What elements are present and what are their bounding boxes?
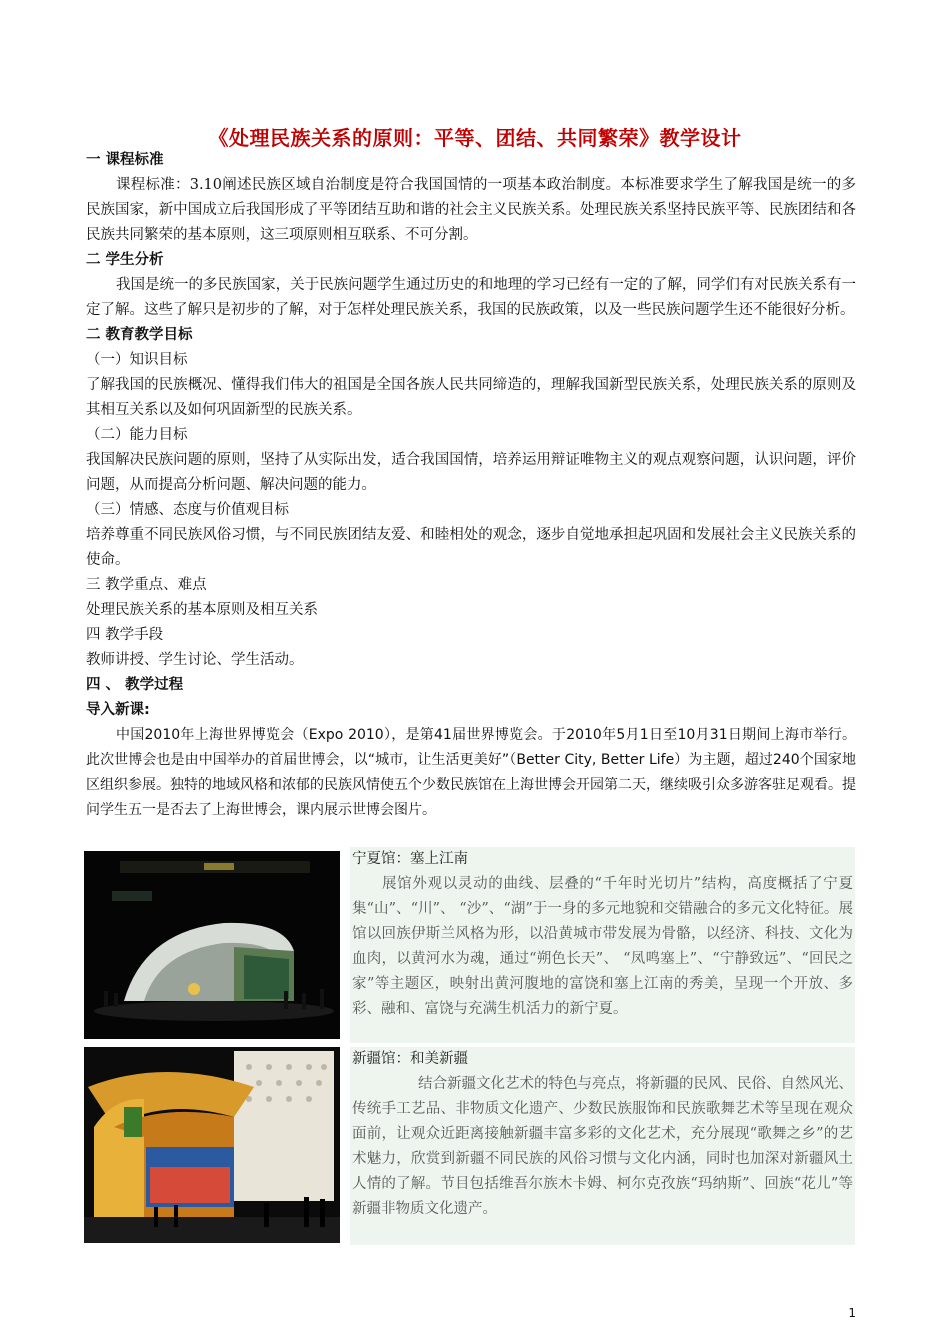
- ningxia-description: [350, 847, 855, 1043]
- keypoints-text: 处理民族关系的基本原则及相互关系: [86, 602, 318, 618]
- ningxia-pavilion-image: [84, 851, 340, 1039]
- ningxia-caption: 宁夏馆：塞上江南: [352, 851, 468, 867]
- ningxia-text: 展馆外观以灵动的曲线、层叠的“千年时光切片”结构，高度概括了宁夏集“山”、“川”、 “沙”、“湖”于一身的多元地貌和交错融合的多元文化特征。展馆以回族伊斯兰风格为形，以沿黄城市带发展为骨骼，以经济、科技、文化为血肉，以黄河水为魂，通过“朔色长天”、 “凤鸣塞上”、“宁静致远”、“回民之家”等主题区，映射出黄河腹地的富饶和塞上江南的秀美，呈现一个开放、多彩、融和、富饶与充满生机活力的新宁夏。: [352, 876, 853, 1017]
- xinjiang-description: [350, 1047, 855, 1245]
- main-text-column: [86, 148, 856, 823]
- document-title: 《处理民族关系的原则：平等、团结、共同繁荣》教学设计: [208, 126, 742, 150]
- xinjiang-pavilion-image: [84, 1047, 340, 1243]
- knowledge-objective-label: （一）知识目标: [86, 352, 188, 368]
- section-heading-keypoints: 三 教学重点、难点: [86, 577, 207, 593]
- pavilion-section: [84, 847, 855, 1245]
- emotion-objective-text: 培养尊重不同民族风俗习惯，与不同民族团结友爱、和睦相处的观念，逐步自觉地承担起巩固和发展社会主义民族关系的使命。: [86, 527, 856, 568]
- section-heading-students: 二 学生分析: [86, 252, 164, 268]
- knowledge-objective-text: 了解我国的民族概况、懂得我们伟大的祖国是全国各族人民共同缔造的，理解我国新型民族关系，处理民族关系的原则及其相互关系以及如何巩固新型的民族关系。: [86, 377, 856, 418]
- ability-objective-text: 我国解决民族问题的原则，坚持了从实际出发，适合我国国情，培养运用辩证唯物主义的观点观察问题，认识问题，评价问题，从而提高分析问题、解决问题的能力。: [86, 452, 856, 493]
- standards-paragraph: 课程标准：3.10阐述民族区域自治制度是符合我国国情的一项基本政治制度。本标准要求学生了解我国是统一的多民族国家，新中国成立后我国形成了平等团结互助和谐的社会主义民族关系。处理民族关系坚持民族平等、民族团结和各民族共同繁荣的基本原则，这三项原则相互联系、不可分割。: [86, 177, 856, 243]
- xinjiang-row: [84, 1047, 855, 1245]
- xinjiang-text: 结合新疆文化艺术的特色与亮点，将新疆的民风、民俗、自然风光、传统手工艺品、非物质文化遗产、少数民族服饰和民族歌舞艺术等呈现在观众面前，让观众近距离接触新疆丰富多彩的文化艺术，充分展现“歌舞之乡”的艺术魅力，欣赏到新疆不同民族的风俗习惯与文化内涵，同时也加深对新疆风土人情的了解。节目包括维吾尔族木卡姆、柯尔克孜族“玛纳斯”、回族“花儿”等新疆非物质文化遗产。: [352, 1076, 853, 1217]
- pavilion-illustration-icon: [84, 1047, 340, 1243]
- section-heading-objectives: 二 教育教学目标: [86, 327, 193, 343]
- ningxia-row: [84, 847, 855, 1043]
- page-number: 1: [848, 1306, 856, 1320]
- ability-objective-label: （二）能力目标: [86, 427, 188, 443]
- intro-label: 导入新课:: [86, 702, 150, 718]
- students-paragraph: 我国是统一的多民族国家，关于民族问题学生通过历史的和地理的学习已经有一定的了解，同学们有对民族关系有一定了解。这些了解只是初步的了解，对于怎样处理民族关系，我国的民族政策，以及一些民族问题学生还不能很好分析。: [86, 277, 856, 318]
- emotion-objective-label: （三）情感、态度与价值观目标: [86, 502, 289, 518]
- pavilion-illustration-icon: [84, 851, 340, 1039]
- section-heading-standards: 一 课程标准: [86, 152, 164, 168]
- intro-paragraph: 中国2010年上海世界博览会（Expo 2010），是第41届世界博览会。于2010年5月1日至10月31日期间上海市举行。此次世博会也是由中国举办的首届世博会，以“城市，让生活更美好”（Better City, Better Life）为主题，超过240个国家地区组织参展。独特的地域风格和浓郁的民族风情使五个少数民族馆在上海世博会开园第二天，继续吸引众多游客驻足观看。提问学生五一是否去了上海世博会，课内展示世博会图片。: [86, 727, 856, 818]
- section-heading-methods: 四 教学手段: [86, 627, 164, 643]
- section-heading-process: 四 、 教学过程: [86, 677, 184, 693]
- xinjiang-caption: 新疆馆：和美新疆: [352, 1051, 468, 1067]
- methods-text: 教师讲授、学生讨论、学生活动。: [86, 652, 304, 668]
